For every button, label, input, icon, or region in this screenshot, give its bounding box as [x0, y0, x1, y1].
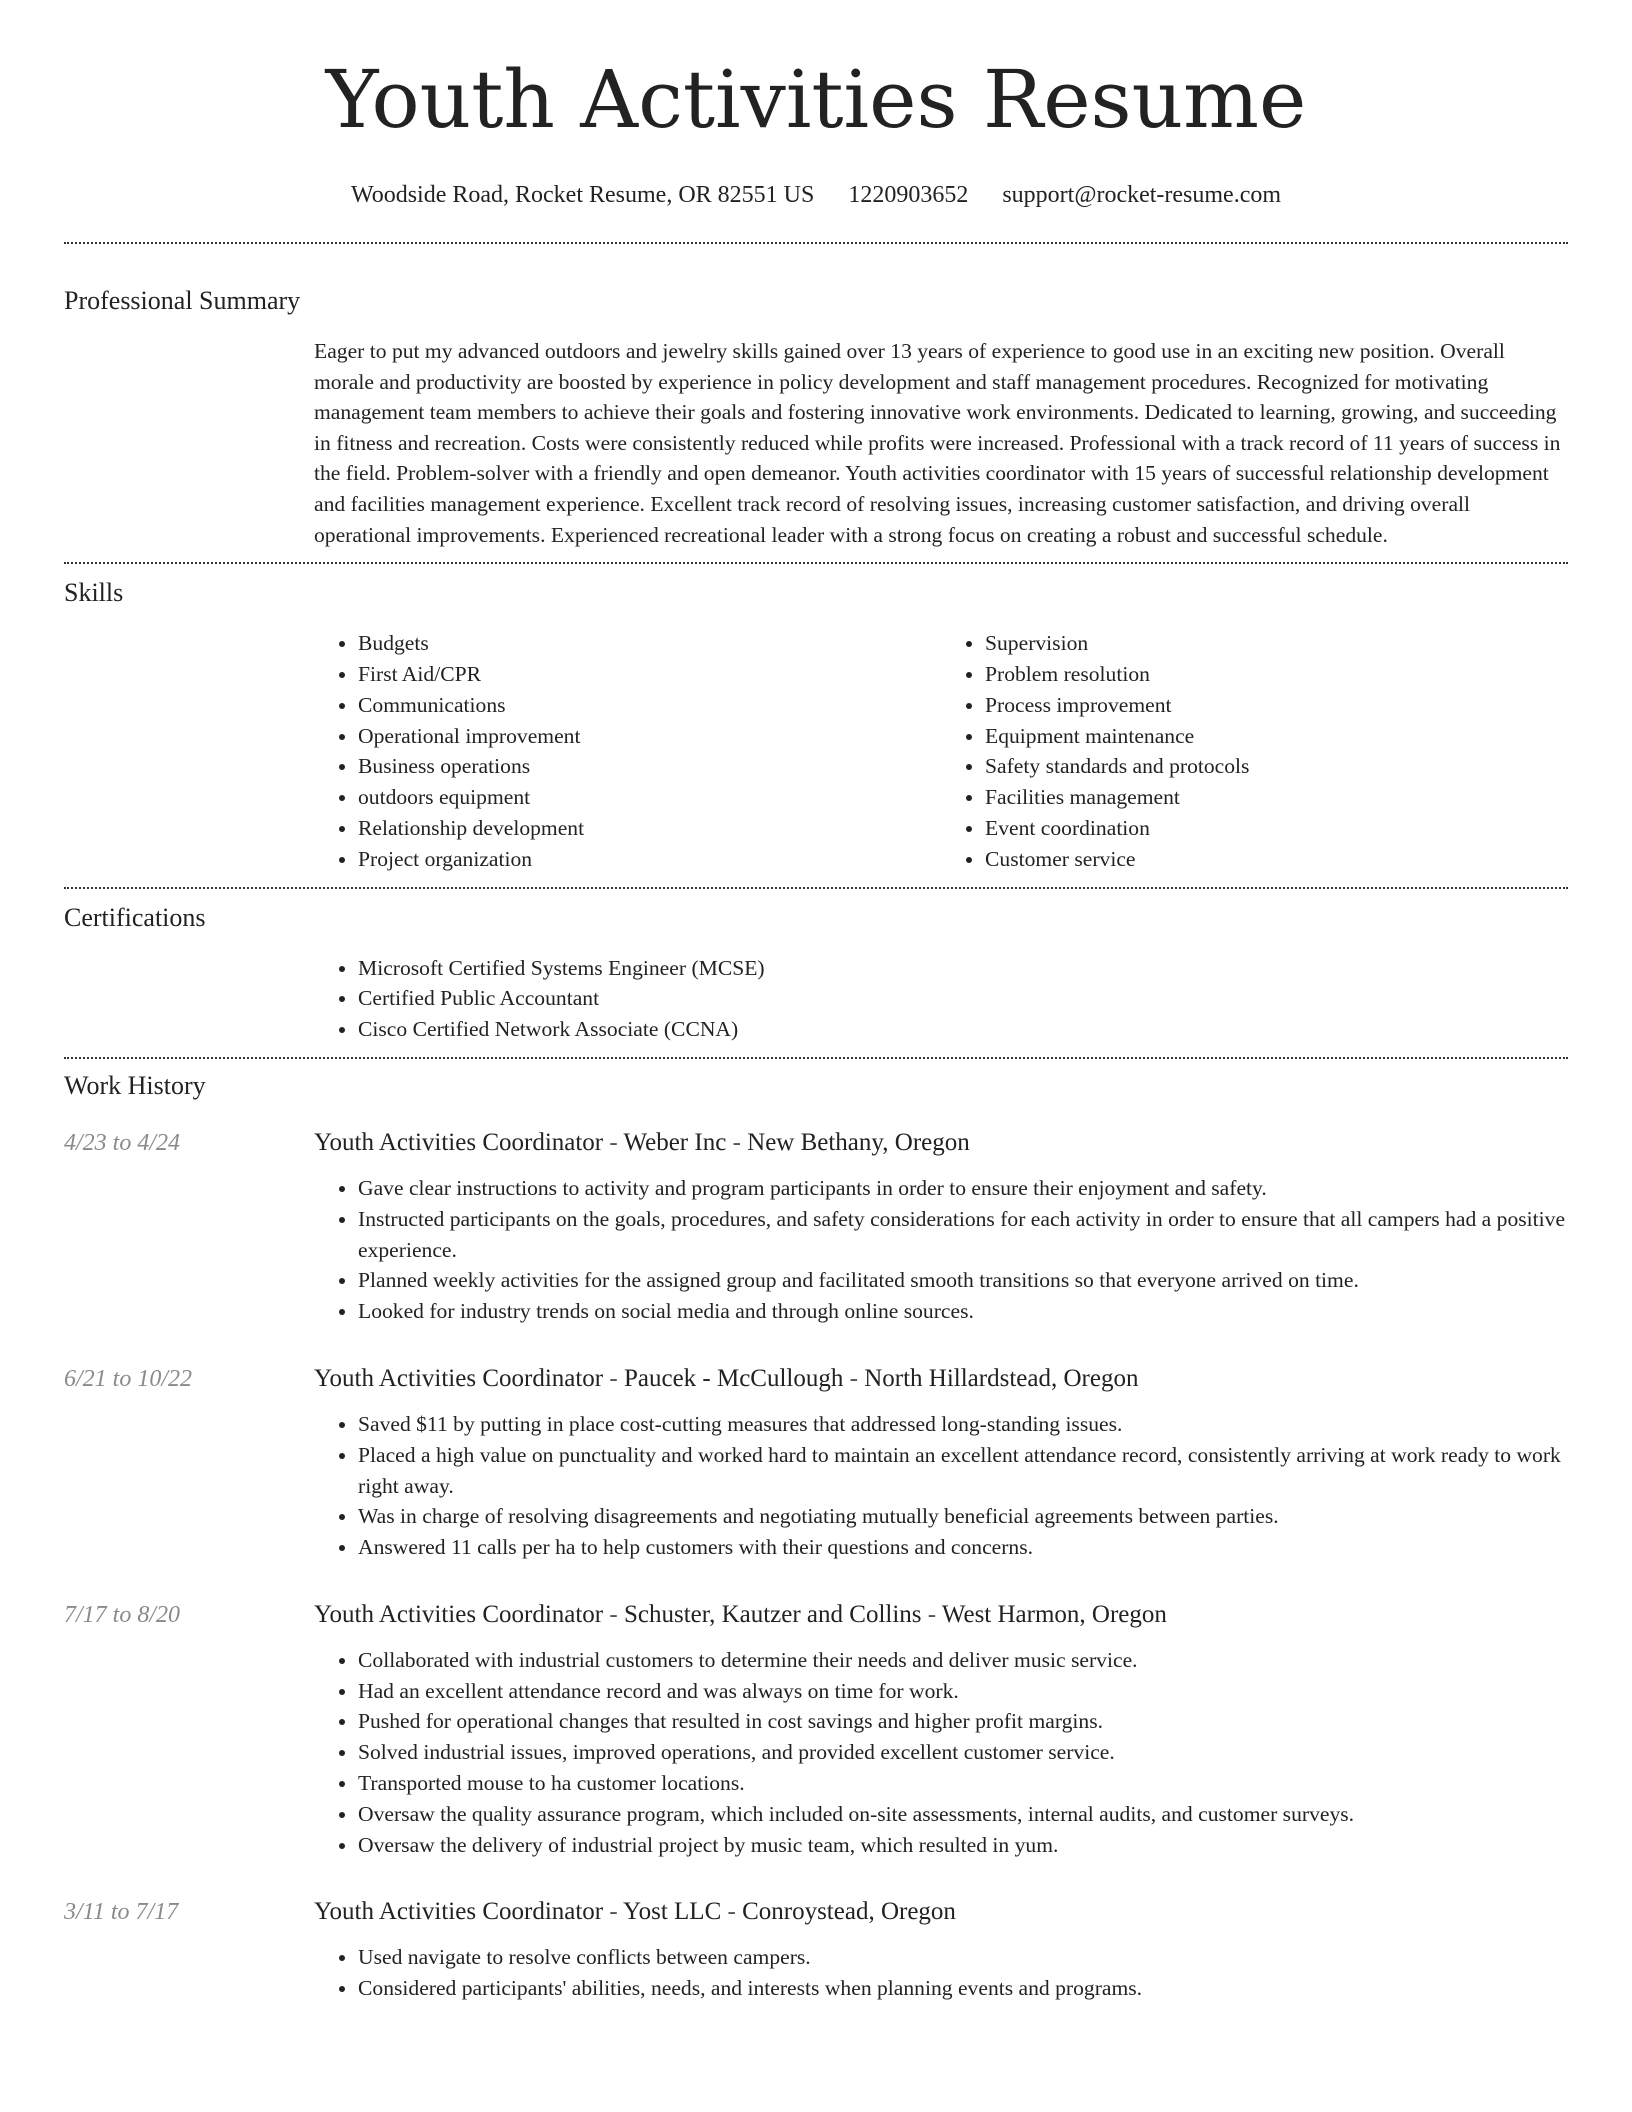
job-details: [314, 1127, 1568, 1327]
job-details: [314, 1599, 1568, 1861]
job-dates: 3/11 to 7/17: [64, 1899, 179, 1926]
skill-item: • Budgets: [358, 628, 941, 659]
job-dates: 6/21 to 10/22: [64, 1365, 193, 1392]
skill-item: • First Aid/CPR: [358, 659, 941, 690]
summary-text: Eager to put my advanced outdoors and jewelry skills gained over 13 years of experience to good use in an exciting new position. Overall morale and productivity are boosted by experience in policy development and staff management procedures. Recognized for motivating management team members to achieve their goals and fostering innovative work environments. Dedicated to learning, growing, and succeeding in fitness and recreation. Costs were consistently reduced while profits were increased. Professional with a track record of 11 years of success in the field. Problem-solver with a friendly and open demeanor. Youth activities coordinator with 15 years of successful relationship development and facilities management experience. Excellent track record of resolving issues, increasing customer satisfaction, and driving overall operational improvements. Experienced recreational leader with a strong focus on creating a robust and successful schedule.: [314, 339, 1561, 547]
job-entry: [64, 1127, 1568, 1327]
job-bullet: • Solved industrial issues, improved operations, and provided excellent customer service.: [358, 1737, 1568, 1768]
skill-item: • Operational improvement: [358, 721, 941, 752]
certifications-section: [64, 889, 1568, 1045]
job-heading: Youth Activities Coordinator - Yost LLC - Conroystead, Oregon: [314, 1898, 956, 1926]
job-entry: [64, 1599, 1568, 1861]
resume-title: Youth Activities Resume: [325, 53, 1307, 146]
job-role: Youth Activities Coordinator: [314, 1600, 604, 1628]
job-entry: [64, 1896, 1568, 2004]
certifications-heading: Certifications: [64, 902, 206, 932]
skill-item: • outdoors equipment: [358, 782, 941, 813]
contact-line: [64, 178, 1568, 212]
job-bullet: • Oversaw the delivery of industrial project by music team, which resulted in yum.: [358, 1830, 1568, 1861]
job-location: New Bethany, Oregon: [747, 1128, 970, 1156]
email-text: support@rocket-resume.com: [1002, 182, 1282, 208]
job-dates: 4/23 to 4/24: [64, 1129, 181, 1156]
job-bullet: • Oversaw the quality assurance program, which included on-site assessments, internal audits, and customer surveys.: [358, 1799, 1568, 1830]
job-role: Youth Activities Coordinator: [314, 1364, 604, 1392]
skill-item: • Safety standards and protocols: [985, 751, 1568, 782]
job-role: Youth Activities Coordinator: [314, 1128, 604, 1156]
work-history-heading: Work History: [64, 1070, 206, 1100]
skill-item: • Problem resolution: [985, 659, 1568, 690]
job-bullet: • Collaborated with industrial customers to determine their needs and deliver music service.: [358, 1645, 1568, 1676]
job-bullet: • Transported mouse to ha customer locations.: [358, 1768, 1568, 1799]
skill-item: • Facilities management: [985, 782, 1568, 813]
job-company: Yost LLC: [623, 1898, 722, 1926]
phone-text: 1220903652: [848, 182, 969, 208]
skill-item: • Business operations: [358, 751, 941, 782]
job-location: Conroystead, Oregon: [742, 1898, 956, 1926]
job-details: [314, 1896, 1568, 2004]
job-bullets: [314, 1942, 1568, 2004]
certification-item: • Microsoft Certified Systems Engineer (MCSE): [358, 953, 1568, 984]
certification-item: • Cisco Certified Network Associate (CCNA): [358, 1014, 1568, 1045]
skills-grid: [314, 628, 1568, 874]
job-bullets: [314, 1409, 1568, 1563]
skill-item: • Communications: [358, 690, 941, 721]
job-bullet: • Instructed participants on the goals, procedures, and safety considerations for each activity in order to ensure that all campers had a positive experience.: [358, 1204, 1568, 1266]
job-location: West Harmon, Oregon: [941, 1600, 1167, 1628]
job-company: Weber Inc: [623, 1128, 727, 1156]
skill-item: • Process improvement: [985, 690, 1568, 721]
job-bullet: • Looked for industry trends on social media and through online sources.: [358, 1296, 1568, 1327]
skills-section: [64, 564, 1568, 874]
skills-heading: Skills: [64, 578, 124, 608]
job-bullet: • Saved $11 by putting in place cost-cutting measures that addressed long-standing issues.: [358, 1409, 1568, 1440]
certifications-list: [314, 953, 1568, 1045]
job-bullet: • Was in charge of resolving disagreements and negotiating mutually beneficial agreements between parties.: [358, 1501, 1568, 1532]
job-bullet: • Considered participants' abilities, needs, and interests when planning events and programs.: [358, 1973, 1568, 2004]
job-details: [314, 1363, 1568, 1563]
skill-item: • Supervision: [985, 628, 1568, 659]
skill-item: • Event coordination: [985, 813, 1568, 844]
job-bullet: • Had an excellent attendance record and was always on time for work.: [358, 1676, 1568, 1707]
job-bullet: • Pushed for operational changes that resulted in cost savings and higher profit margins.: [358, 1706, 1568, 1737]
job-bullets: [314, 1645, 1568, 1861]
skills-column-right: [941, 628, 1568, 874]
skill-item: • Equipment maintenance: [985, 721, 1568, 752]
job-heading: Youth Activities Coordinator - Schuster, Kautzer and Collins - West Harmon, Oregon: [314, 1600, 1167, 1628]
summary-section: [64, 244, 1568, 550]
summary-heading: Professional Summary: [64, 286, 301, 315]
job-bullet: • Planned weekly activities for the assigned group and facilitated smooth transitions so that everyone arrived on time.: [358, 1265, 1568, 1296]
work-history-section: [64, 1059, 1568, 2004]
skill-item: • Customer service: [985, 844, 1568, 875]
job-company: Schuster, Kautzer and Collins: [623, 1600, 922, 1628]
job-heading: Youth Activities Coordinator - Weber Inc - New Bethany, Oregon: [314, 1128, 970, 1156]
job-dates: 7/17 to 8/20: [64, 1601, 181, 1628]
skill-item: • Project organization: [358, 844, 941, 875]
address-text: Woodside Road, Rocket Resume, OR 82551 US: [350, 182, 815, 208]
job-bullet: • Placed a high value on punctuality and worked hard to maintain an excellent attendance record, consistently arriving at work ready to work right away.: [358, 1440, 1568, 1502]
job-location: North Hillardstead, Oregon: [864, 1364, 1139, 1392]
job-company: Paucek - McCullough: [623, 1364, 844, 1392]
job-role: Youth Activities Coordinator: [314, 1898, 604, 1926]
job-bullets: [314, 1173, 1568, 1327]
skill-item: • Relationship development: [358, 813, 941, 844]
certification-item: • Certified Public Accountant: [358, 983, 1568, 1014]
job-bullet: • Used navigate to resolve conflicts between campers.: [358, 1942, 1568, 1973]
skills-column-left: [314, 628, 941, 874]
job-bullet: • Gave clear instructions to activity and program participants in order to ensure their enjoyment and safety.: [358, 1173, 1568, 1204]
job-entry: [64, 1363, 1568, 1563]
job-heading: Youth Activities Coordinator - Paucek - McCullough - North Hillardstead, Oregon: [314, 1364, 1139, 1392]
job-bullet: • Answered 11 calls per ha to help customers with their questions and concerns.: [358, 1532, 1568, 1563]
